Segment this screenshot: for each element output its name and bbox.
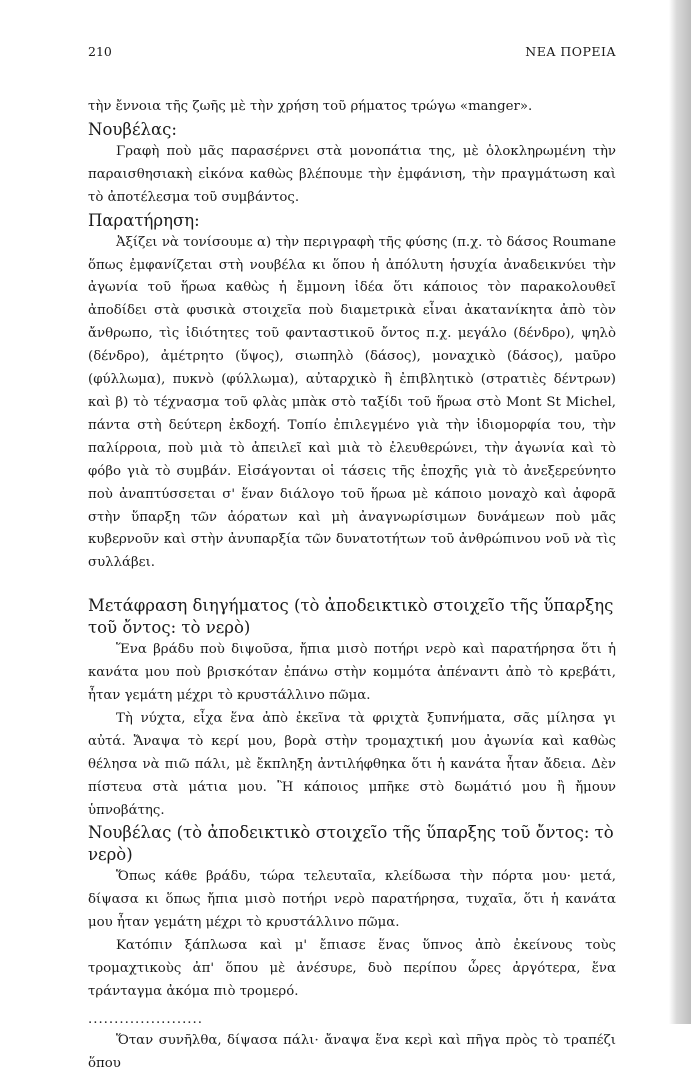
metafrasi-paragraph-1: Ἕνα βράδυ ποὺ διψοῦσα, ἤπια μισὸ ποτήρι νερὸ καὶ παρατήρησα ὅτι ἡ κανάτα μου ποὺ βρισκόταν ἐπάνω στὴν κομμότα ἀπέναντι ἀπὸ τὸ κρεβάτι, ἦταν γεμάτη μέχρι τὸ κρυστάλλινο πῶμα. <box>88 642 616 704</box>
intro-paragraph: τὴν ἔννοια τῆς ζωῆς μὲ τὴν χρήση τοῦ ρήματος τρώγω «manger». <box>88 99 533 114</box>
section-spacer <box>88 575 616 595</box>
section-heading-noubelas-2: Νουβέλας (τὸ ἀποδεικτικὸ στοιχεῖο τῆς ὕπαρξης τοῦ ὄντος: τὸ νερὸ) <box>88 823 614 865</box>
page-header <box>88 44 616 62</box>
ellipsis-separator: ...................... <box>88 1011 203 1027</box>
page-body <box>88 96 616 1076</box>
metafrasi-paragraph-2: Τὴ νύχτα, εἶχα ἕνα ἀπὸ ἐκεῖνα τὰ φριχτὰ ξυπνήματα, σᾶς μίλησα γι αὐτά. Ἄναψα τὸ κερί μου, βορὰ στὴν τρομαχτική μου ἀγωνία καὶ καθὼς θέλησα νὰ πιῶ πάλι, μὲ ἔκπληξη ἀντιλήφθηκα ὅτι ἡ κανάτα ἦταν ἄδεια. Δὲν πίστευα στὰ μάτια μου. Ἢ κάποιος μπῆκε στὸ δωμάτιό μου ἢ ἤμουν ὑπνοβάτης. <box>88 710 616 818</box>
noubelas-paragraph: Γραφὴ ποὺ μᾶς παρασέρνει στὰ μονοπάτια της, μὲ ὁλοκληρωμένη τὴν παραισθησιακὴ εἰκόνα καθὼς βλέπουμε τὴν ἐμφάνιση, τὴν πραγμάτωση καὶ τὸ ἀποτέλεσμα τοῦ συμβάντος. <box>88 143 616 205</box>
paratirisi-paragraph: Ἀξίζει νὰ τονίσουμε α) τὴν περιγραφὴ τῆς φύσης (π.χ. τὸ δάσος Roumane ὅπως ἐμφανίζεται στὴ νουβέλα κι ὅπου ἡ ἀπόλυτη ἡσυχία ἀναδεικνύει τὴν ἀγωνία τοῦ ἥρωα καθὼς ἡ ἔμμονη ἰδέα ὅτι κάποιος τὸν παρακολουθεῖ ἀποδίδει στὰ φυσικὰ στοιχεῖα ποὺ διαμετρικὰ εἶναι ἀκατανίκητα ἀπὸ τὸν ἄνθρωπο, τὶς ἰδιότητες τοῦ φανταστικοῦ ὄντος π.χ. μεγάλο (δένδρο), ψηλὸ (δένδρο), ἀμέτρητο (ὕψος), σιωπηλὸ (δάσος), μοναχικὸ (δάσος), μαῦρο (φύλλωμα), πυκνὸ (φύλλωμα), αὐταρχικὸ ἢ ἐπιβλητικὸ (στρατιὲς δέντρων) καὶ β) τὸ τέχνασμα τοῦ φλὰς μπὰκ στὸ ταξίδι τοῦ ἥρωα στὸ Mont St Michel, πάντα στὴ δεύτερη ἐκδοχή. Τοπίο ἐπιλεγμένο γιὰ τὴν ἰδιομορφία του, τὴν παλίρροια, ποὺ μιὰ τὸ ἀπειλεῖ καὶ μιὰ τὸ ἐλευθερώνει, τὴν ἀγωνία καὶ τὸ φόβο γιὰ τὸ συμβάν. Εἰσάγονται οἱ τάσεις τῆς ἐποχῆς γιὰ τὸ ἀνεξερεύνητο ποὺ ἀναπτύσσεται σ' ἕναν διάλογο τοῦ ἥρωα μὲ κάποιο μοναχὸ καὶ ἀφορᾶ στὴν ὕπαρξη τῶν ἀόρατων καὶ μὴ ἀναγνωρίσιμων δυνάμεων ποὺ μᾶς κυβερνοῦν καὶ στὴν ἀνυπαρξία τῶν δυνατοτήτων τοῦ ἀνθρώπινου νοῦ νὰ τὶς συλλάβει. <box>88 234 616 571</box>
running-title: ΝΕΑ ΠΟΡΕΙΑ <box>525 44 616 59</box>
noubelas-paragraph-2b: Κατόπιν ξάπλωσα καὶ μ' ἔπιασε ἕνας ὕπνος ἀπὸ ἐκείνους τοὺς τρομαχτικοὺς ἀπ' ὅπου μὲ ἀνέσυρε, δυὸ περίπου ὧρες ἀργότερα, ἕνα τράνταγμα ἀκόμα πιὸ τρομερό. <box>88 938 616 999</box>
section-heading-metafrasi: Μετάφραση διηγήματος (τὸ ἀποδεικτικὸ στοιχεῖο τῆς ὕπαρξης τοῦ ὄντος: τὸ νερὸ) <box>88 596 614 638</box>
section-heading-paratirisi: Παρατήρηση: <box>88 210 200 230</box>
page-edge-shadow <box>669 0 691 1024</box>
final-paragraph: Ὅταν συνῆλθα, δίψασα πάλι· ἄναψα ἕνα κερὶ καὶ πῆγα πρὸς τὸ τραπέζι ὅπου <box>88 1032 616 1071</box>
noubelas-paragraph-2a: Ὅπως κάθε βράδυ, τώρα τελευταῖα, κλείδωσα τὴν πόρτα μου· μετά, δίψασα κι ὅπως ἤπια μισὸ ποτήρι νερὸ παρατήρησα, τυχαῖα, ὅτι ἡ κανάτα μου ἦταν γεμάτη μέχρι τὸ κρυστάλλινο πῶμα. <box>88 869 616 931</box>
section-heading-noubelas: Νουβέλας: <box>88 119 177 139</box>
page-number: 210 <box>88 44 112 59</box>
